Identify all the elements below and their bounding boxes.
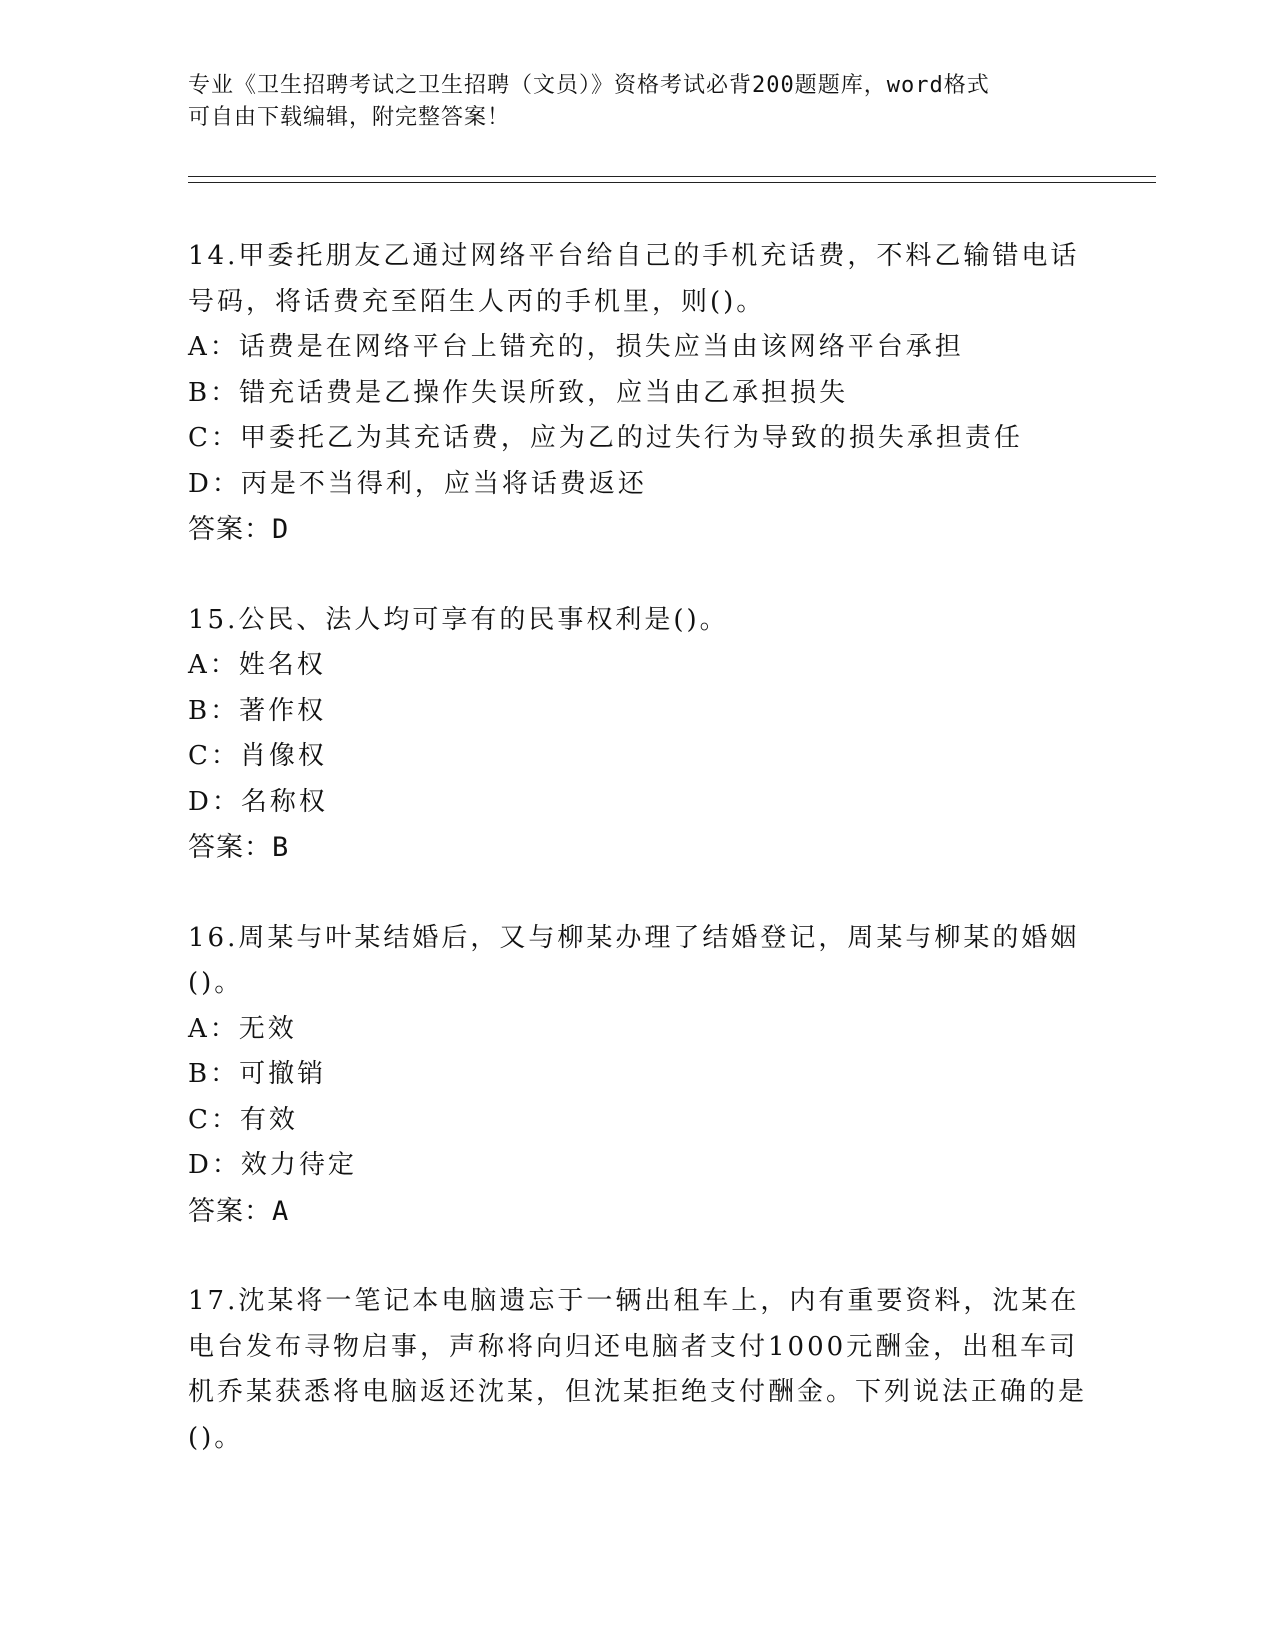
option-b: B：错充话费是乙操作失误所致，应当由乙承担损失 [188,377,849,408]
question-17 [188,1279,1088,1461]
option-c: C：有效 [188,1104,298,1135]
option-d: D：名称权 [188,786,328,817]
question-15 [188,598,1088,871]
question-14 [188,234,1088,553]
option-b: B：可撤销 [188,1059,327,1089]
header-line-1: 专业《卫生招聘考试之卫生招聘（文员）》资格考试必背200题题库，word格式 [188,73,990,98]
question-stem: 17.沈某将一笔记本电脑遗忘于一辆出租车上，内有重要资料，沈某在电台发布寻物启事，声称将向归还电脑者支付1000元酬金，出租车司机乔某获悉将电脑返还沈某，但沈某拒绝支付酬金。下列说法正确的是()。 [188,1286,1088,1453]
option-d: D：效力待定 [188,1150,357,1180]
header-divider-bottom [188,182,1156,183]
answer-label: 答案：B [188,832,290,863]
question-stem: 15.公民、法人均可享有的民事权利是()。 [188,604,729,635]
option-a: A：无效 [188,1013,297,1044]
option-a: A：姓名权 [188,650,326,680]
question-list [188,234,1088,1506]
option-d: D：丙是不当得利，应当将话费返还 [188,468,647,499]
answer-label: 答案：D [188,514,290,545]
option-a: A：话费是在网络平台上错充的，损失应当由该网络平台承担 [188,332,964,362]
header-line-2: 可自由下载编辑，附完整答案！ [188,105,511,130]
question-stem: 14.甲委托朋友乙通过网络平台给自己的手机充话费，不料乙输错电话号码，将话费充至陌生人丙的手机里，则()。 [188,241,1080,317]
header-divider-top [188,176,1156,177]
document-header [188,70,1088,134]
question-16 [188,916,1088,1235]
answer-label: 答案：A [188,1195,290,1227]
question-stem: 16.周某与叶某结婚后，又与柳某办理了结婚登记，周某与柳某的婚姻()。 [188,922,1080,998]
option-b: B：著作权 [188,695,327,726]
option-c: C：甲委托乙为其充话费，应为乙的过失行为导致的损失承担责任 [188,423,1023,453]
option-c: C：肖像权 [188,741,327,771]
